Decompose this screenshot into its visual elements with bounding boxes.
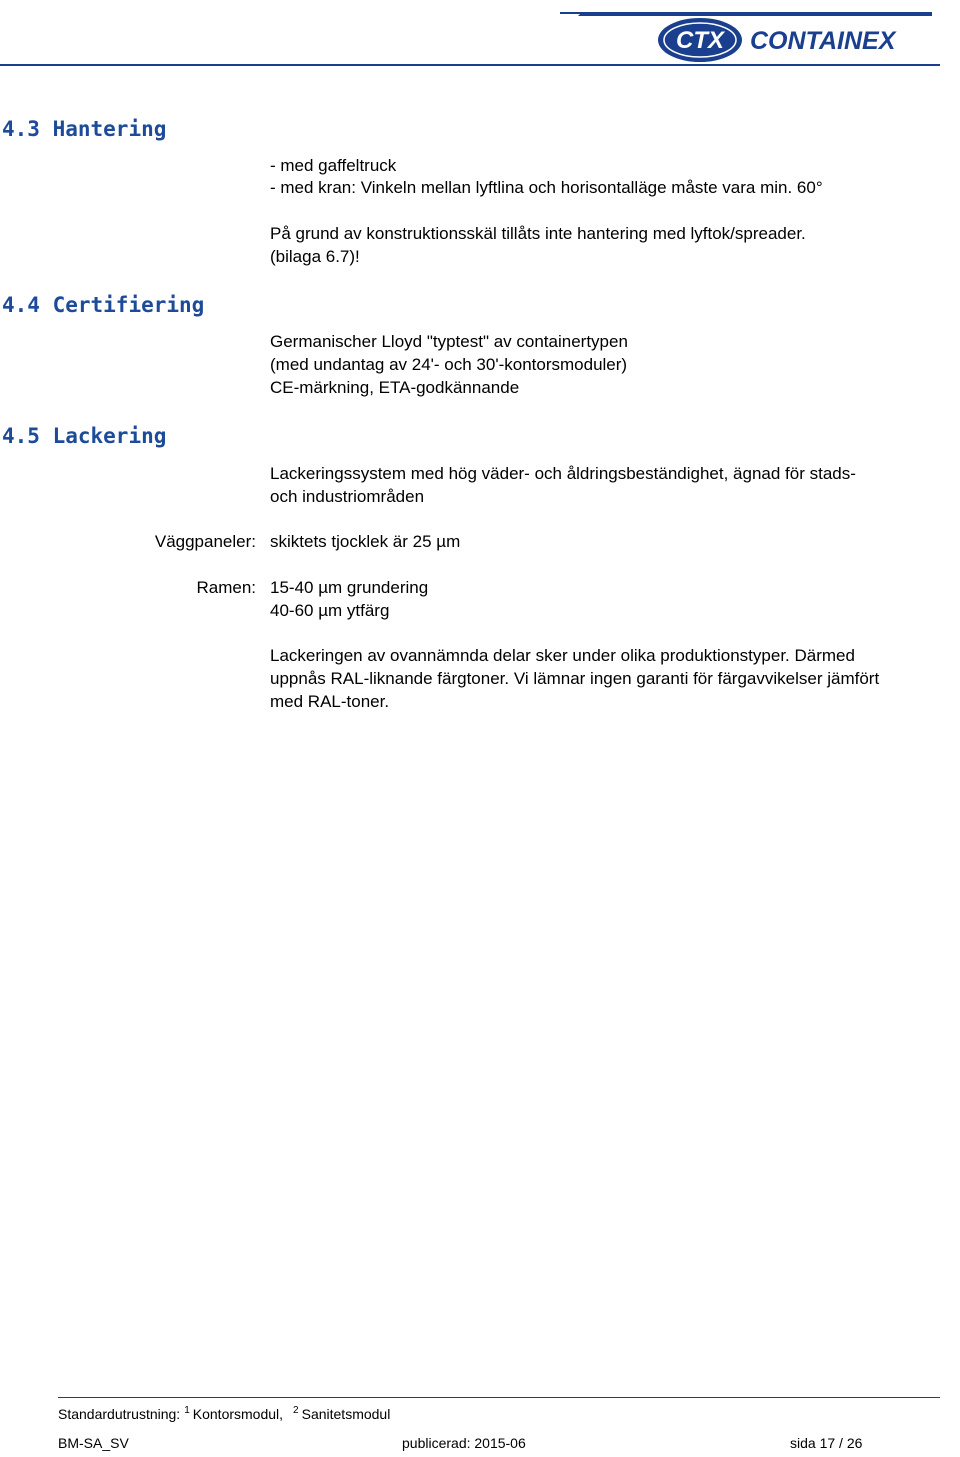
footer-standard-equipment: Standardutrustning: $^1$ Kontorsmodul, $^2$ Sanitetsmodul (58, 1405, 391, 1422)
frame-value-2: 40-60 µm ytfärg (270, 601, 390, 620)
section-heading-hantering: 4.3 Hantering (2, 117, 167, 141)
hantering-note-1: På grund av konstruktionsskäl tillåts inte hantering med lyftok/spreader. (270, 224, 806, 243)
lackering-note-3: med RAL-toner. (270, 692, 390, 711)
certifiering-line-2: (med undantag av 24'- och 30'-kontorsmoduler) (270, 355, 628, 374)
containex-logo (560, 8, 932, 64)
section-heading-lackering: 4.5 Lackering (2, 424, 167, 448)
hantering-note-2: (bilaga 6.7)! (270, 247, 360, 266)
logo-wordmark: CONTAINEX (750, 27, 896, 55)
frame-label: Ramen: (196, 578, 256, 597)
section-heading-certifiering: 4.4 Certifiering (2, 293, 205, 317)
lackering-intro-1: Lackeringssystem med hög väder- och åldringsbeständighet, ägnad för stads- (270, 464, 856, 483)
hantering-line-1: - med gaffeltruck (270, 156, 397, 175)
footer-page-number: sida 17 / 26 (790, 1435, 863, 1451)
hantering-line-2: - med kran: Vinkeln mellan lyftlina och horisontalläge måste vara min. 60° (270, 178, 823, 197)
wall-panels-label: Väggpaneler: (154, 532, 256, 551)
lackering-note-1: Lackeringen av ovannämnda delar sker under olika produktionstyper. Därmed (270, 646, 855, 665)
certifiering-line-3: CE-märkning, ETA-godkännande (270, 378, 520, 397)
footer-rule (58, 1397, 940, 1398)
footer-doc-code: BM-SA_SV (58, 1435, 129, 1451)
wall-panels-value: skiktets tjocklek är 25 µm (270, 532, 461, 551)
certifiering-line-1: Germanischer Lloyd "typtest" av containertypen (270, 332, 628, 351)
header-rule (0, 64, 940, 66)
footer-published: publicerad: 2015-06 (402, 1435, 526, 1451)
lackering-note-2: uppnås RAL-liknande färgtoner. Vi lämnar ingen garanti för färgavvikelser jämfört (270, 669, 880, 688)
logo-ctx-text: CTX (676, 27, 724, 54)
lackering-intro-2: och industriområden (270, 487, 425, 506)
frame-value-1: 15-40 µm grundering (270, 578, 429, 597)
